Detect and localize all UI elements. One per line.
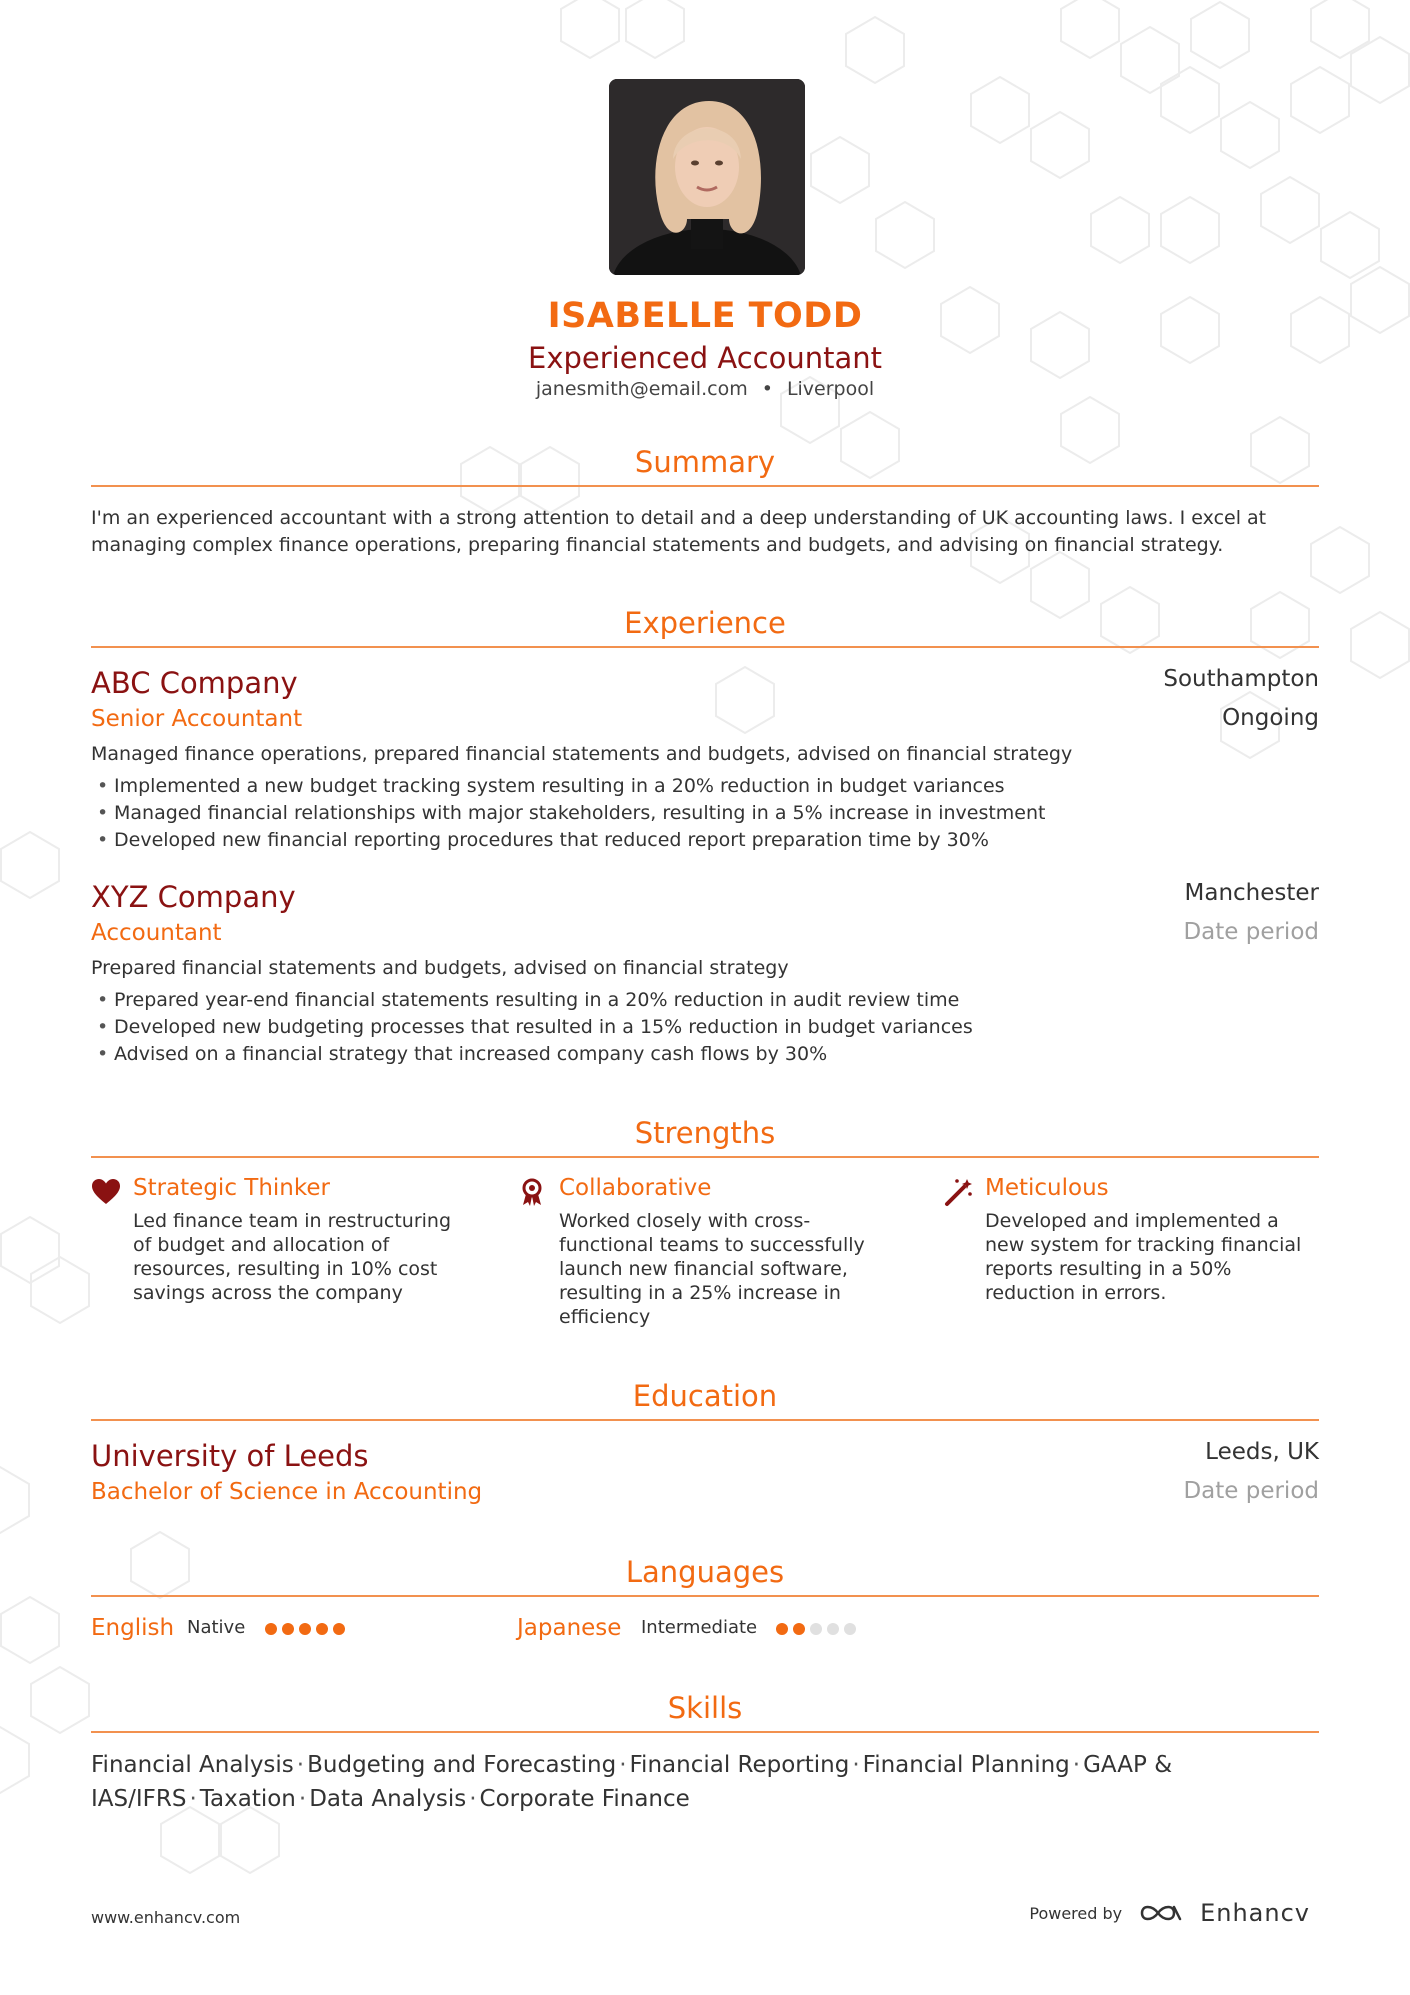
strength-description: Worked closely with cross-functional teams to successfully launch new financial software, resulting in a 25% increase in efficiency bbox=[559, 1210, 865, 1328]
skill-separator: · bbox=[469, 1786, 477, 1812]
rating-dot-filled bbox=[265, 1623, 277, 1635]
achievement-item: • Developed new financial reporting procedures that reduced report preparation time by 30% bbox=[91, 827, 1046, 854]
rating-dot-filled bbox=[299, 1623, 311, 1635]
location-text: Liverpool bbox=[786, 378, 875, 400]
job-location: Southampton bbox=[1163, 666, 1319, 692]
language-name: Japanese bbox=[517, 1615, 622, 1641]
strength-description: Led finance team in restructuring of budget and allocation of resources, resulting in 10% cost savings across the company bbox=[133, 1210, 452, 1304]
job-achievements bbox=[91, 987, 973, 1068]
skill-separator: · bbox=[852, 1752, 860, 1778]
candidate-title: Experienced Accountant bbox=[528, 341, 882, 375]
rating-dot-empty bbox=[827, 1623, 839, 1635]
skill-item: Data Analysis bbox=[309, 1786, 467, 1812]
language-name: English bbox=[91, 1615, 175, 1641]
skill-item: Financial Reporting bbox=[629, 1752, 850, 1778]
profile-photo bbox=[609, 79, 805, 275]
skill-item: Budgeting and Forecasting bbox=[307, 1752, 617, 1778]
company-name: XYZ Company bbox=[91, 880, 296, 914]
education-location: Leeds, UK bbox=[1205, 1439, 1319, 1465]
email-text: janesmith@email.com bbox=[535, 378, 748, 400]
contact-separator: • bbox=[761, 378, 773, 400]
brand-name: Enhancv bbox=[1200, 1899, 1310, 1927]
strengths-heading: Strengths bbox=[91, 1116, 1319, 1158]
language-level: Intermediate bbox=[641, 1617, 758, 1638]
language-level: Native bbox=[187, 1617, 246, 1638]
rating-dot-filled bbox=[316, 1623, 328, 1635]
skill-separator: · bbox=[298, 1786, 307, 1812]
achievement-item: • Prepared year-end financial statements resulting in a 20% reduction in audit review time bbox=[91, 987, 973, 1014]
skills-heading: Skills bbox=[91, 1691, 1319, 1733]
achievement-item: • Managed financial relationships with major stakeholders, resulting in a 5% increase in investment bbox=[91, 800, 1046, 827]
experience-heading: Experience bbox=[91, 606, 1319, 648]
portrait-image bbox=[609, 79, 805, 275]
job-period: Ongoing bbox=[1222, 705, 1319, 731]
job-role: Accountant bbox=[91, 920, 222, 946]
skill-separator: · bbox=[619, 1752, 627, 1778]
skill-item: Taxation bbox=[199, 1786, 296, 1812]
skill-item: Corporate Finance bbox=[479, 1786, 690, 1812]
magic-wand-icon bbox=[943, 1177, 973, 1207]
strength-title: Strategic Thinker bbox=[133, 1175, 330, 1201]
achievement-item: • Implemented a new budget tracking system resulting in a 20% reduction in budget variances bbox=[91, 773, 1046, 800]
summary-heading: Summary bbox=[91, 445, 1319, 487]
job-period: Date period bbox=[1183, 919, 1319, 945]
language-rating bbox=[776, 1623, 856, 1635]
job-location: Manchester bbox=[1184, 880, 1319, 906]
job-description: Managed finance operations, prepared financial statements and budgets, advised on financial strategy bbox=[91, 743, 1073, 765]
school-name: University of Leeds bbox=[91, 1439, 369, 1473]
strength-title: Collaborative bbox=[559, 1175, 712, 1201]
rating-dot-empty bbox=[844, 1623, 856, 1635]
skill-item: Financial Planning bbox=[862, 1752, 1070, 1778]
job-achievements bbox=[91, 773, 1046, 854]
language-rating bbox=[265, 1623, 345, 1635]
rating-dot-empty bbox=[810, 1623, 822, 1635]
rating-dot-filled bbox=[333, 1623, 345, 1635]
job-description: Prepared financial statements and budgets, advised on financial strategy bbox=[91, 957, 789, 979]
skill-separator: · bbox=[296, 1752, 305, 1778]
job-role: Senior Accountant bbox=[91, 706, 303, 732]
skill-separator: · bbox=[1072, 1752, 1081, 1778]
achievement-item: • Developed new budgeting processes that resulted in a 15% reduction in budget variances bbox=[91, 1014, 973, 1041]
candidate-name: ISABELLE TODD bbox=[547, 296, 863, 336]
languages-heading: Languages bbox=[91, 1555, 1319, 1597]
skills-list bbox=[91, 1748, 1319, 1816]
footer-branding bbox=[1029, 1899, 1310, 1927]
powered-by-text: Powered by bbox=[1029, 1903, 1123, 1923]
enhancv-logo-icon bbox=[1138, 1901, 1184, 1925]
skill-item: Financial Analysis bbox=[91, 1752, 294, 1778]
rating-dot-filled bbox=[793, 1623, 805, 1635]
summary-text: I'm an experienced accountant with a strong attention to detail and a deep understanding of UK accounting laws. I excel at managing complex finance operations, preparing financial statements and budgets, and advising on financial strategy. bbox=[91, 507, 1267, 556]
award-icon bbox=[517, 1177, 547, 1207]
education-heading: Education bbox=[91, 1379, 1319, 1421]
degree-name: Bachelor of Science in Accounting bbox=[91, 1479, 483, 1505]
contact-line bbox=[0, 378, 1410, 400]
heart-icon bbox=[91, 1177, 121, 1207]
skill-item: GAAP & IAS/IFRS bbox=[91, 1752, 1173, 1812]
rating-dot-filled bbox=[282, 1623, 294, 1635]
rating-dot-filled bbox=[776, 1623, 788, 1635]
achievement-item: • Advised on a financial strategy that increased company cash flows by 30% bbox=[91, 1041, 973, 1068]
education-period: Date period bbox=[1183, 1478, 1319, 1504]
company-name: ABC Company bbox=[91, 666, 298, 700]
skill-separator: · bbox=[189, 1786, 197, 1812]
strength-title: Meticulous bbox=[985, 1175, 1109, 1201]
footer-website[interactable]: www.enhancv.com bbox=[91, 1908, 241, 1927]
strength-description: Developed and implemented a new system for tracking financial reports resulting in a 50% reduction in errors. bbox=[985, 1210, 1302, 1304]
